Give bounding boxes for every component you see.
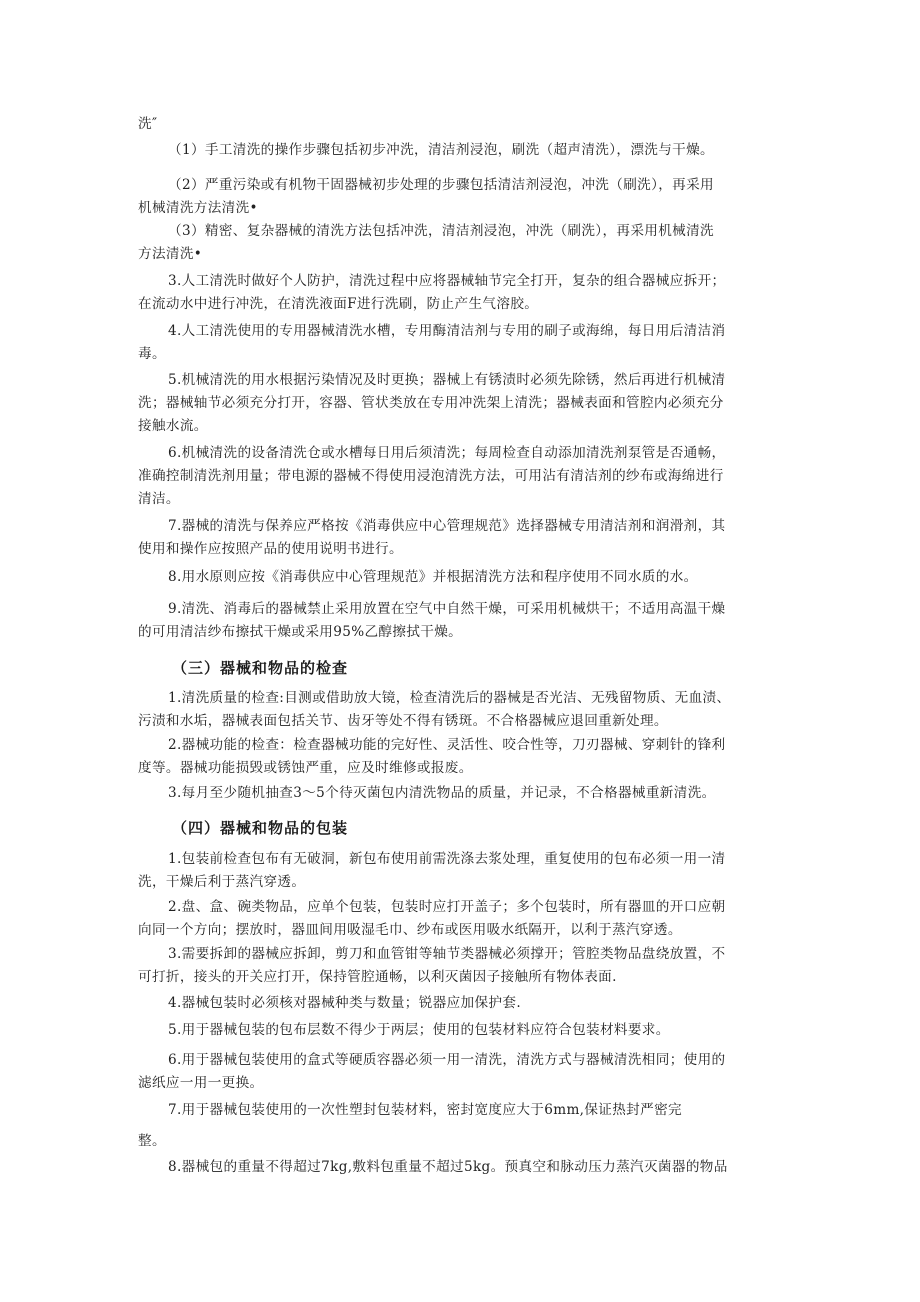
text-line: 的可用清洁纱布擦拭干燥或采用95%乙醇擦拭干燥。 bbox=[138, 624, 463, 640]
text-line: 洗，干燥后利于蒸汽穿透。 bbox=[138, 874, 306, 890]
text-line: 6.机械清洗的设备清洗仓或水槽每日用后须清洗；每周检查自动添加清洗剂泵管是否通畅， bbox=[168, 445, 726, 461]
text-line: 1.包装前检查包布有无破洞，新包布使用前需洗涤去浆处理，重复使用的包布必须一用一清 bbox=[168, 851, 726, 867]
text-line: 5.机械清洗的用水根据污染情况及时更换；器械上有锈渍时必须先除锈，然后再进行机械清 bbox=[168, 372, 726, 388]
text-line: 6.用于器械包装使用的盒式等硬质容器必须一用一清洗，清洗方式与器械清洗相同；使用的 bbox=[168, 1052, 726, 1068]
section-heading: （四）器械和物品的包装 bbox=[172, 819, 349, 837]
text-line: 7.用于器械包装使用的一次性塑封包装材料，密封宽度应大于6mm,保证热封严密完 bbox=[168, 1102, 682, 1118]
text-line: 4.器械包装时必须核对器械种类与数量；锐器应加保护套. bbox=[168, 995, 521, 1011]
text-line: 度等。器械功能损毁或锈蚀严重，应及时维修或报废。 bbox=[138, 760, 473, 776]
text-line: 清洁。 bbox=[138, 491, 180, 507]
text-line: 8.用水原则应按《消毒供应中心管理规范》并根据清洗方法和程序使用不同水质的水。 bbox=[168, 569, 698, 585]
text-line: 向同一个方向；摆放时，器皿间用吸湿毛巾、纱布或医用吸水纸隔开，以利于蒸汽穿透。 bbox=[138, 922, 682, 938]
text-line: 3.需要拆卸的器械应拆卸，剪刀和血管钳等轴节类器械必须撑开；管腔类物品盘绕放置，不 bbox=[168, 946, 726, 962]
text-line: （2）严重污染或有机物干固器械初步处理的步骤包括清洁剂浸泡，冲洗（刷洗），再采用 bbox=[168, 177, 715, 193]
text-line: 滤纸应一用一更换。 bbox=[138, 1075, 264, 1091]
text-line: 机械清洗方法清洗• bbox=[138, 200, 258, 216]
text-line: 3.人工清洗时做好个人防护，清洗过程中应将器械轴节完全打开，复杂的组合器械应拆开； bbox=[168, 273, 726, 289]
text-line: 9.清洗、消毒后的器械禁止采用放置在空气中自然干燥，可采用机械烘干；不适用高温干燥 bbox=[168, 601, 726, 617]
section-heading: （三）器械和物品的检查 bbox=[172, 659, 349, 677]
text-line: 可打折，接头的开关应打开，保持管腔通畅，以利灭菌因子接触所有物体表面. bbox=[138, 969, 617, 985]
text-line: 接触水流。 bbox=[138, 418, 208, 434]
text-line: （3）精密、复杂器械的清洗方法包括冲洗，清洁剂浸泡，冲洗（刷洗），再采用机械清洗 bbox=[168, 223, 715, 239]
text-line: 洗″ bbox=[138, 116, 158, 132]
text-line: 2.器械功能的检查：检查器械功能的完好性、灵活性、咬合性等，刀刃器械、穿刺针的锋利 bbox=[168, 737, 726, 753]
text-line: 整。 bbox=[138, 1133, 166, 1149]
text-line: 3.每月至少随机抽查3～5个待灭菌包内清洗物品的质量，并记录，不合格器械重新清洗。 bbox=[168, 785, 716, 801]
text-line: （1）手工清洗的操作步骤包括初步冲洗，清洁剂浸泡，刷洗（超声清洗），漂洗与干燥。 bbox=[168, 142, 715, 158]
text-line: 7.器械的清洗与保养应严格按《消毒供应中心管理规范》选择器械专用清洁剂和润滑剂，其 bbox=[168, 518, 726, 534]
text-line: 洗；器械轴节必须充分打开，容器、管状类放在专用冲洗架上清洗；器械表面和管腔内必须充分 bbox=[138, 395, 724, 411]
text-line: 方法清洗• bbox=[138, 246, 203, 262]
text-line: 污渍和水垢，器械表面包括关节、齿牙等处不得有锈斑。不合格器械应退回重新处理。 bbox=[138, 713, 668, 729]
text-line: 2.盘、盒、碗类物品，应单个包装，包装时应打开盖子；多个包装时，所有器皿的开口应朝 bbox=[168, 899, 726, 915]
text-line: 1.清洗质量的检查:目测或借助放大镜，检查清洗后的器械是否光洁、无残留物质、无血渍、 bbox=[168, 690, 731, 706]
text-line: 4.人工清洗使用的专用器械清洗水槽，专用酶清洁剂与专用的刷子或海绵，每日用后清洁消 bbox=[168, 323, 726, 339]
text-line: 使用和操作应按照产品的使用说明书进行。 bbox=[138, 541, 403, 557]
text-line: 在流动水中进行冲洗，在清洗液面F进行洗刷，防止产生气溶胶。 bbox=[138, 296, 539, 312]
text-line: 8.器械包的重量不得超过7kg,敷料包重量不超过5kg。预真空和脉动压力蒸汽灭菌器的物品 bbox=[168, 1159, 728, 1175]
text-line: 毒。 bbox=[138, 346, 166, 362]
text-line: 准确控制清洗剂用量；带电源的器械不得使用浸泡清洗方法，可用沾有清洁剂的纱布或海绵进行 bbox=[138, 468, 724, 484]
text-line: 5.用于器械包装的包布层数不得少于两层；使用的包装材料应符合包装材料要求。 bbox=[168, 1022, 670, 1038]
